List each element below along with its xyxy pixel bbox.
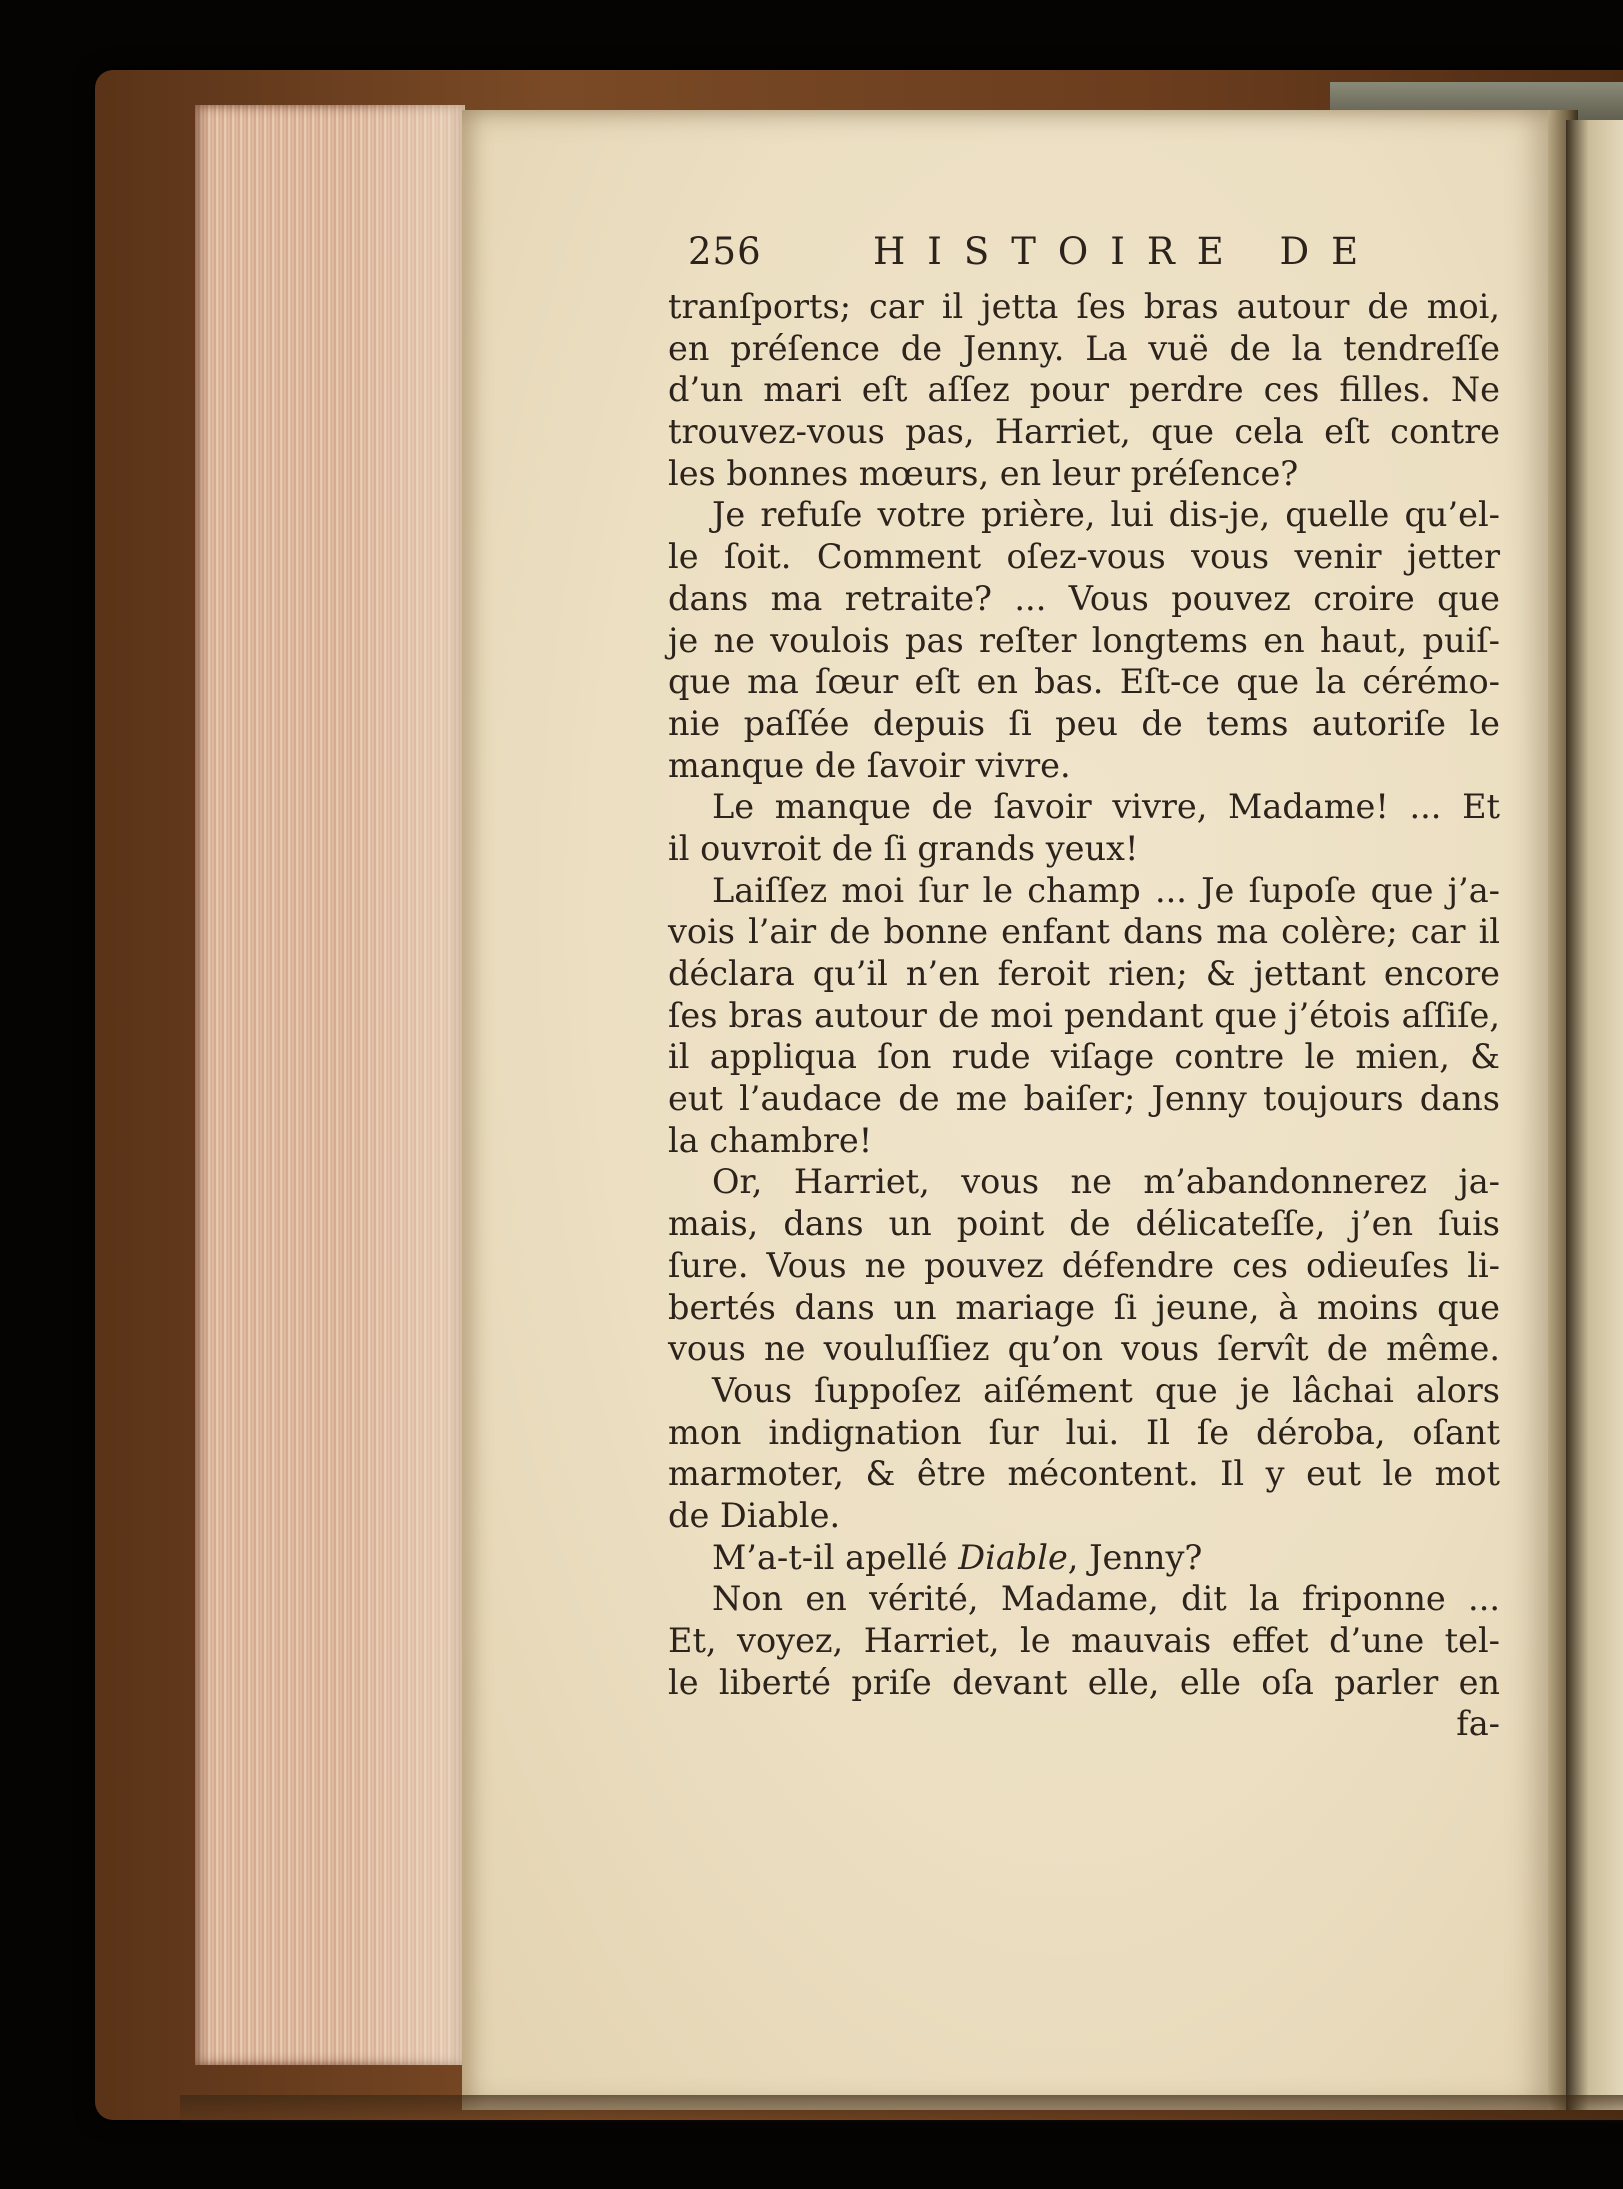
- text-line: Or, Harriet, vous ne m’abandonnerez ja-: [712, 1162, 1500, 1202]
- text-line: dans ma retraite? ... Vous pouvez croire que: [668, 578, 1500, 618]
- text-line: bertés dans un mariage ſi jeune, à moins que: [668, 1287, 1500, 1327]
- text-line: de Diable.: [668, 1495, 841, 1535]
- italic-word: Diable: [958, 1537, 1068, 1577]
- text-line: trouvez-vous pas, Harriet, que cela eſt contre: [668, 412, 1500, 452]
- running-head: HISTOIRE DE: [873, 230, 1381, 273]
- page-header: [668, 230, 1500, 286]
- text-line: le ſoit. Comment oſez-vous vous venir jetter: [668, 537, 1500, 577]
- text-line: nie paſſée depuis ſi peu de tems autoriſe le: [668, 703, 1500, 743]
- catchword: fa-: [1456, 1704, 1500, 1744]
- text-line: mon indignation ſur lui. Il ſe déroba, oſant: [668, 1412, 1500, 1452]
- text-line: Je refuſe votre prière, lui dis-je, quelle qu’el-: [712, 495, 1500, 535]
- text-line: Le manque de ſavoir vivre, Madame! ... Et: [712, 787, 1500, 827]
- text-line: [668, 1537, 1500, 1579]
- text-line: Laiſſez moi ſur le champ ... Je ſupoſe que j’a-: [712, 870, 1500, 910]
- text-line: eut l’audace de me baiſer; Jenny toujours dans: [668, 1079, 1500, 1119]
- text-line: les bonnes mœurs, en leur préſence?: [668, 453, 1299, 493]
- facing-page-edge: [1566, 120, 1623, 2110]
- page-block-edge: [195, 105, 465, 2065]
- page-shadow: [180, 2095, 1623, 2125]
- text-line: Non en vérité, Madame, dit la friponne ...: [712, 1579, 1500, 1619]
- text-line: il appliqua ſon rude viſage contre le mien, &: [668, 1037, 1500, 1077]
- text-line: tranſports; car il jetta ſes bras autour de moi,: [668, 287, 1500, 326]
- text-line: manque de ſavoir vivre.: [668, 745, 1071, 785]
- page-number: 256: [688, 230, 762, 273]
- text-line: déclara qu’il n’en feroit rien; & jettant encore: [668, 954, 1500, 993]
- text-line: en préſence de Jenny. La vuë de la tendreſſe: [668, 328, 1500, 368]
- text-line: ſes bras autour de moi pendant que j’étois aſſiſe,: [668, 995, 1500, 1035]
- text-line: marmoter, & être mécontent. Il y eut le mot: [668, 1454, 1500, 1494]
- text-line: je ne voulois pas reſter longtems en haut, puiſ-: [668, 620, 1500, 660]
- text-line: il ouvroit de ſi grands yeux!: [668, 828, 1139, 868]
- text-line: vois l’air de bonne enfant dans ma colère; car il: [668, 912, 1500, 952]
- text-line: vous ne vouluſſiez qu’on vous ſervît de même.: [668, 1329, 1500, 1369]
- text-line: que ma ſœur eſt en bas. Eſt-ce que la cérémo-: [668, 662, 1500, 702]
- page-text: [668, 230, 1500, 1745]
- text-line: le liberté priſe devant elle, elle oſa parler en: [668, 1662, 1500, 1702]
- text-segment: M’a-t-il apellé: [712, 1537, 948, 1577]
- text-line: d’un mari eſt aſſez pour perdre ces filles. Ne: [668, 370, 1500, 410]
- text-line: mais, dans un point de délicateſſe, j’en ſuis: [668, 1204, 1500, 1244]
- body-text: [668, 286, 1500, 1745]
- text-line: ſure. Vous ne pouvez défendre ces odieuſes li-: [668, 1245, 1500, 1285]
- text-segment: , Jenny?: [1067, 1537, 1203, 1577]
- text-line: la chambre!: [668, 1120, 873, 1160]
- text-line: Vous ſuppoſez aiſément que je lâchai alors: [712, 1370, 1500, 1410]
- text-line: Et, voyez, Harriet, le mauvais effet d’une tel-: [668, 1621, 1500, 1660]
